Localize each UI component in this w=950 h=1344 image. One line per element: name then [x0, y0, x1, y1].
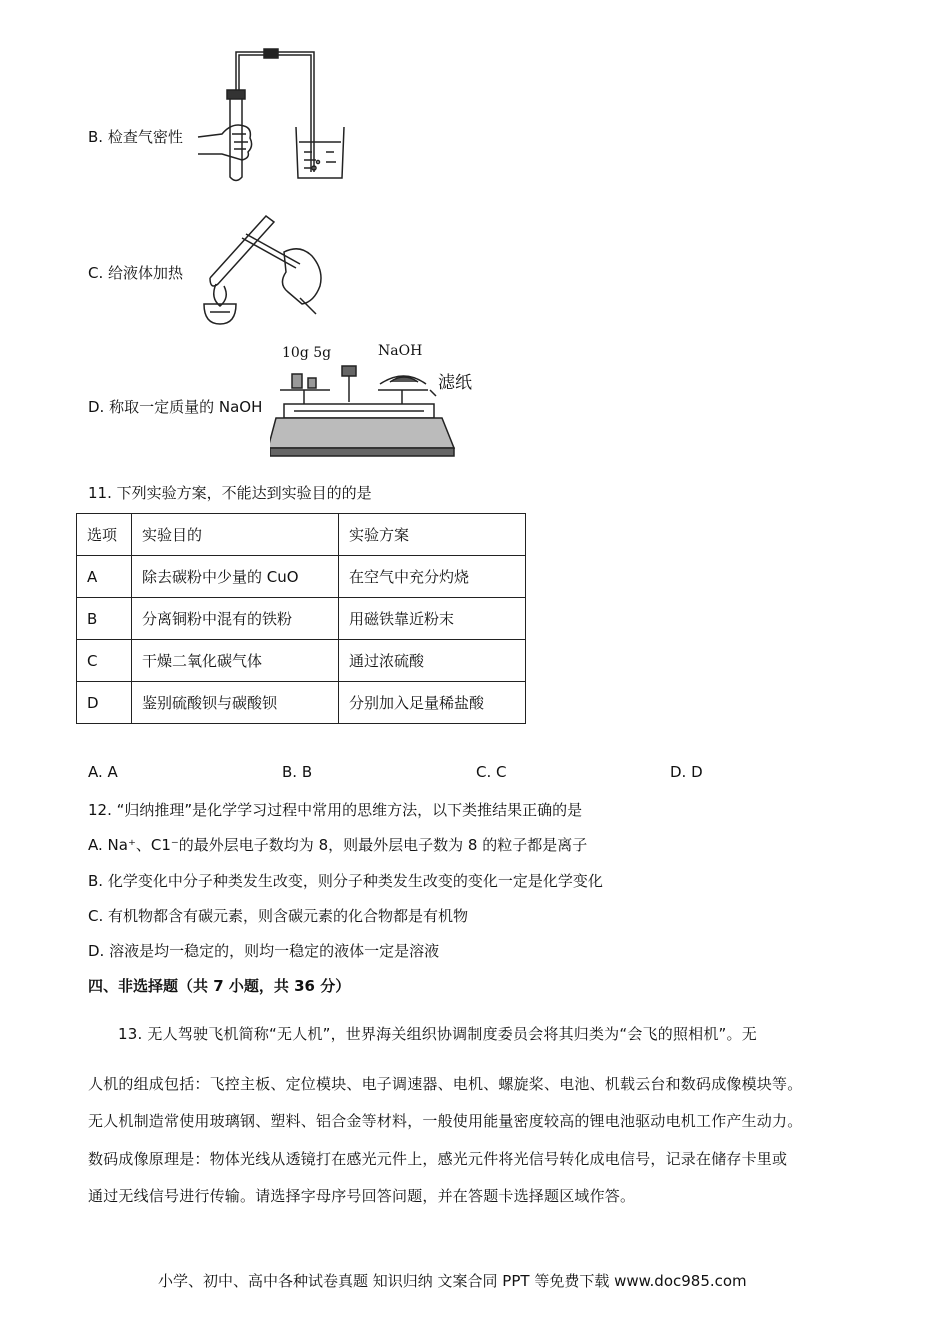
q13-line-2: 人机的组成包括：飞控主板、定位模块、电子调速器、电机、螺旋桨、电池、机载云台和数码成像模块等。 [88, 1075, 803, 1093]
q11-choice-a: A. A [88, 763, 118, 781]
table-cell: C [77, 640, 132, 682]
table-cell: 用磁铁靠近粉末 [339, 598, 526, 640]
q12-stem: 12. “归纳推理”是化学学习过程中常用的思维方法，以下类推结果正确的是 [88, 801, 583, 819]
option-b-label: B. 检查气密性 [88, 128, 183, 146]
table-cell: 分离铜粉中混有的铁粉 [132, 598, 339, 640]
table-header-cell: 实验目的 [132, 514, 339, 556]
q11-table [76, 513, 526, 724]
table-cell: 鉴别硫酸钡与碳酸钡 [132, 682, 339, 724]
table-cell: B [77, 598, 132, 640]
q11-choice-d: D. D [670, 763, 703, 781]
balance-figure [270, 340, 480, 460]
q11-stem: 11. 下列实验方案，不能达到实验目的的是 [88, 484, 372, 502]
table-cell: 分别加入足量稀盐酸 [339, 682, 526, 724]
table-header-cell: 选项 [77, 514, 132, 556]
table-row [77, 556, 526, 598]
naoh-figure-label: NaOH [378, 343, 423, 359]
table-cell: 在空气中充分灼烧 [339, 556, 526, 598]
table-header-row [77, 514, 526, 556]
q11-choice-c: C. C [476, 763, 507, 781]
q13-line-1: 13. 无人驾驶飞机简称“无人机”，世界海关组织协调制度委员会将其归类为“会飞的照相机”。无 [118, 1025, 757, 1043]
option-d-label: D. 称取一定质量的 NaOH [88, 398, 263, 416]
table-header-cell: 实验方案 [339, 514, 526, 556]
liquid-heating-figure [196, 208, 336, 328]
table-cell: 通过浓硫酸 [339, 640, 526, 682]
q12-option-a: A. Na⁺、C1⁻的最外层电子数均为 8，则最外层电子数为 8 的粒子都是离子 [88, 836, 588, 854]
section-title: 四、非选择题（共 7 小题，共 36 分） [88, 977, 351, 995]
table-row [77, 640, 526, 682]
table-cell: D [77, 682, 132, 724]
q13-line-5: 通过无线信号进行传输。请选择字母序号回答问题，并在答题卡选择题区域作答。 [88, 1187, 636, 1205]
filter-paper-label: 滤纸 [438, 373, 472, 393]
airtightness-check-figure [192, 42, 352, 187]
q12-option-c: C. 有机物都含有碳元素，则含碳元素的化合物都是有机物 [88, 907, 469, 925]
q12-option-d: D. 溶液是均一稳定的，则均一稳定的液体一定是溶液 [88, 942, 440, 960]
q12-option-b: B. 化学变化中分子种类发生改变，则分子种类发生改变的变化一定是化学变化 [88, 872, 603, 890]
table-row [77, 598, 526, 640]
table-cell: A [77, 556, 132, 598]
table-row [77, 682, 526, 724]
weights-label: 10g 5g [282, 345, 332, 361]
option-c-label: C. 给液体加热 [88, 264, 184, 282]
q13-line-4: 数码成像原理是：物体光线从透镜打在感光元件上，感光元件将光信号转化成电信号，记录在储存卡里或 [88, 1150, 788, 1168]
q11-choice-b: B. B [282, 763, 313, 781]
table-cell: 除去碳粉中少量的 CuO [132, 556, 339, 598]
table-cell: 干燥二氧化碳气体 [132, 640, 339, 682]
q13-line-3: 无人机制造常使用玻璃钢、塑料、铝合金等材料，一般使用能量密度较高的锂电池驱动电机工作产生动力。 [88, 1112, 803, 1130]
page-footer: 小学、初中、高中各种试卷真题 知识归纳 文案合同 PPT 等免费下载 www.doc985.com [158, 1272, 747, 1290]
